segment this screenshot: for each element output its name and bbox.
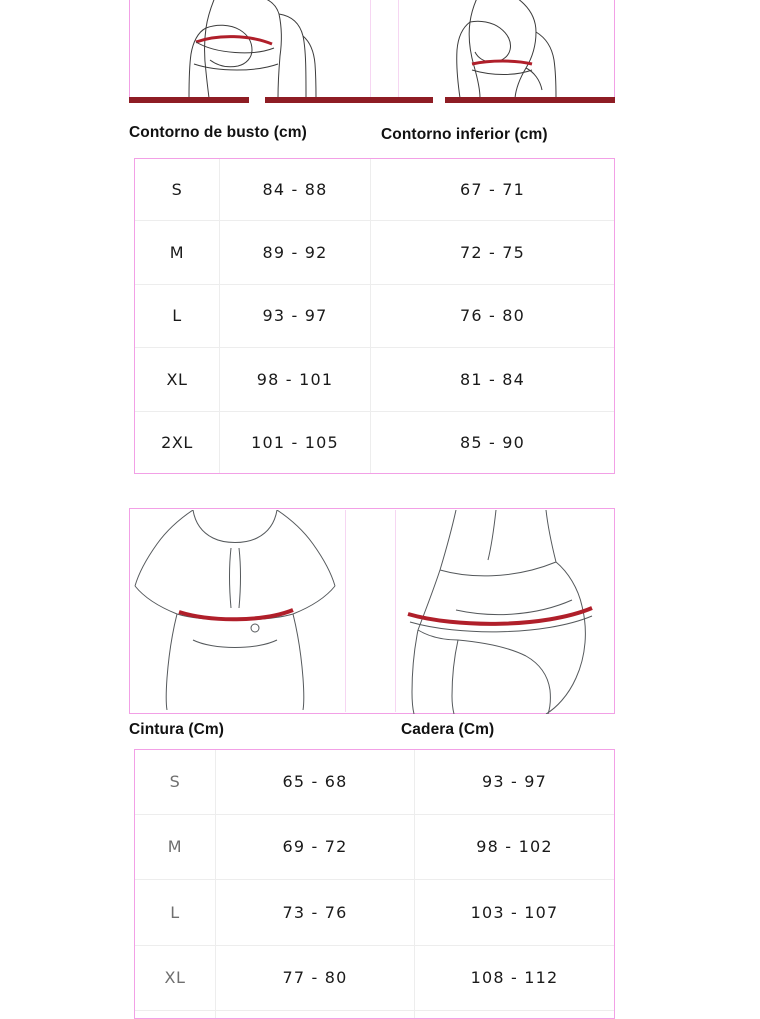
- bust-cell: 101 - 105: [220, 411, 371, 473]
- hip-cell: 98 - 102: [415, 814, 615, 880]
- table-row: [135, 945, 614, 1011]
- size-cell: M: [135, 814, 216, 880]
- table-row: [135, 1011, 614, 1018]
- waist-cell: 69 - 72: [216, 814, 415, 880]
- bust-cell: 93 - 97: [220, 284, 371, 347]
- hip-cell: [415, 1011, 615, 1018]
- size-cell: XL: [135, 945, 216, 1011]
- bust-caption: Contorno de busto (cm): [129, 124, 307, 141]
- bust-cell: 98 - 101: [220, 348, 371, 411]
- underbust-cell: 72 - 75: [371, 221, 615, 284]
- table-row: [135, 411, 614, 473]
- table-row: [135, 880, 614, 946]
- waist-cell: 77 - 80: [216, 945, 415, 1011]
- table-row: [135, 750, 614, 814]
- waist-cell: [216, 1011, 415, 1018]
- tape-gap: [249, 97, 265, 103]
- hip-figure: [396, 510, 614, 714]
- underbust-cell: 81 - 84: [371, 348, 615, 411]
- upper-size-table: [134, 158, 615, 474]
- table-row: [135, 221, 614, 284]
- figure-divider: [345, 510, 346, 712]
- size-cell: M: [135, 221, 220, 284]
- size-cell: L: [135, 284, 220, 347]
- size-cell: [135, 1011, 216, 1018]
- hip-cell: 103 - 107: [415, 880, 615, 946]
- tape-line: [129, 97, 615, 103]
- table-row: [135, 159, 614, 221]
- figure-divider: [398, 0, 399, 99]
- size-cell: 2XL: [135, 411, 220, 473]
- size-cell: S: [135, 159, 220, 221]
- tape-gap: [433, 97, 445, 103]
- underbust-figure: [420, 0, 600, 98]
- size-cell: XL: [135, 348, 220, 411]
- figure-divider: [370, 0, 371, 99]
- waist-cell: 73 - 76: [216, 880, 415, 946]
- bust-cell: 84 - 88: [220, 159, 371, 221]
- size-cell: L: [135, 880, 216, 946]
- waist-figure: [133, 510, 343, 710]
- table-row: [135, 284, 614, 347]
- bust-figure: [160, 0, 340, 98]
- underbust-cell: 85 - 90: [459, 432, 526, 452]
- waist-cell: 65 - 68: [216, 750, 415, 814]
- hip-caption: Cadera (Cm): [401, 721, 495, 738]
- underbust-caption: Contorno inferior (cm): [381, 126, 548, 143]
- table-row: [135, 814, 614, 880]
- size-cell: S: [135, 750, 216, 814]
- waist-caption: Cintura (Cm): [129, 721, 225, 738]
- hip-cell: 93 - 97: [415, 750, 615, 814]
- hip-cell: 108 - 112: [415, 945, 615, 1011]
- underbust-cell: 76 - 80: [371, 284, 615, 347]
- underbust-cell: 67 - 71: [371, 159, 615, 221]
- lower-size-table: [134, 749, 615, 1019]
- bust-cell: 89 - 92: [220, 221, 371, 284]
- table-row: [135, 348, 614, 411]
